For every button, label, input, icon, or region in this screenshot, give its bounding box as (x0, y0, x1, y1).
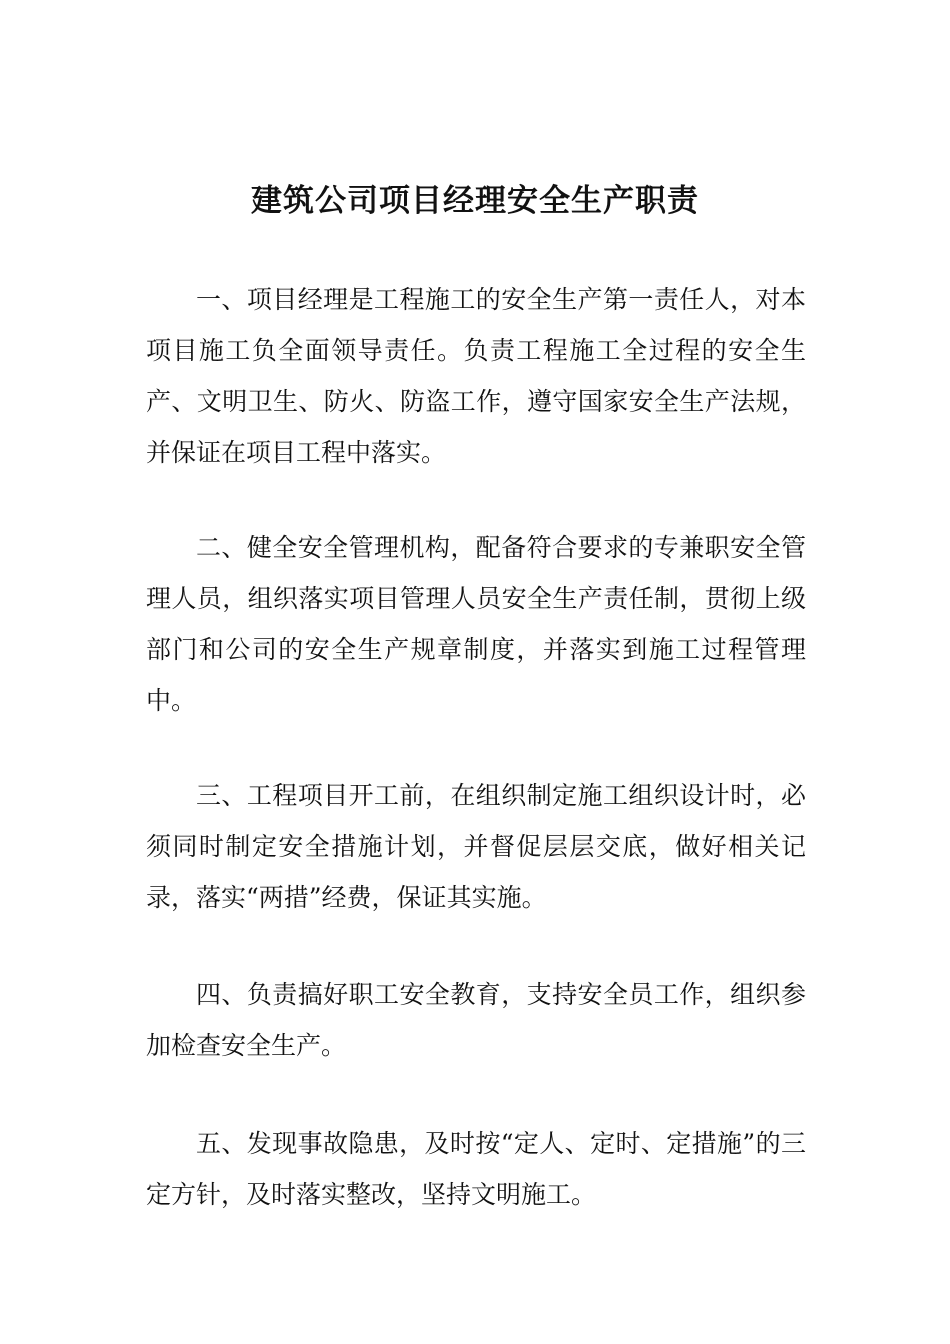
paragraph-1: 一、项目经理是工程施工的安全生产第一责任人，对本项目施工负全面领导责任。负责工程施工全过程的安全生产、文明卫生、防火、防盗工作，遵守国家安全生产法规，并保证在项目工程中落实。 (146, 285, 806, 467)
document-title: 建筑公司项目经理安全生产职责 (251, 183, 699, 219)
paragraph-2: 二、健全安全管理机构，配备符合要求的专兼职安全管理人员，组织落实项目管理人员安全生产责任制，贯彻上级部门和公司的安全生产规章制度，并落实到施工过程管理中。 (146, 533, 806, 715)
paragraph-5: 五、发现事故隐患，及时按“定人、定时、定措施”的三定方针，及时落实整改，坚持文明施工。 (146, 1129, 806, 1209)
paragraph-3: 三、工程项目开工前，在组织制定施工组织设计时，必须同时制定安全措施计划，并督促层层交底，做好相关记录，落实“两措”经费，保证其实施。 (146, 781, 806, 912)
paragraph-4: 四、负责搞好职工安全教育，支持安全员工作，组织参加检查安全生产。 (146, 980, 806, 1060)
